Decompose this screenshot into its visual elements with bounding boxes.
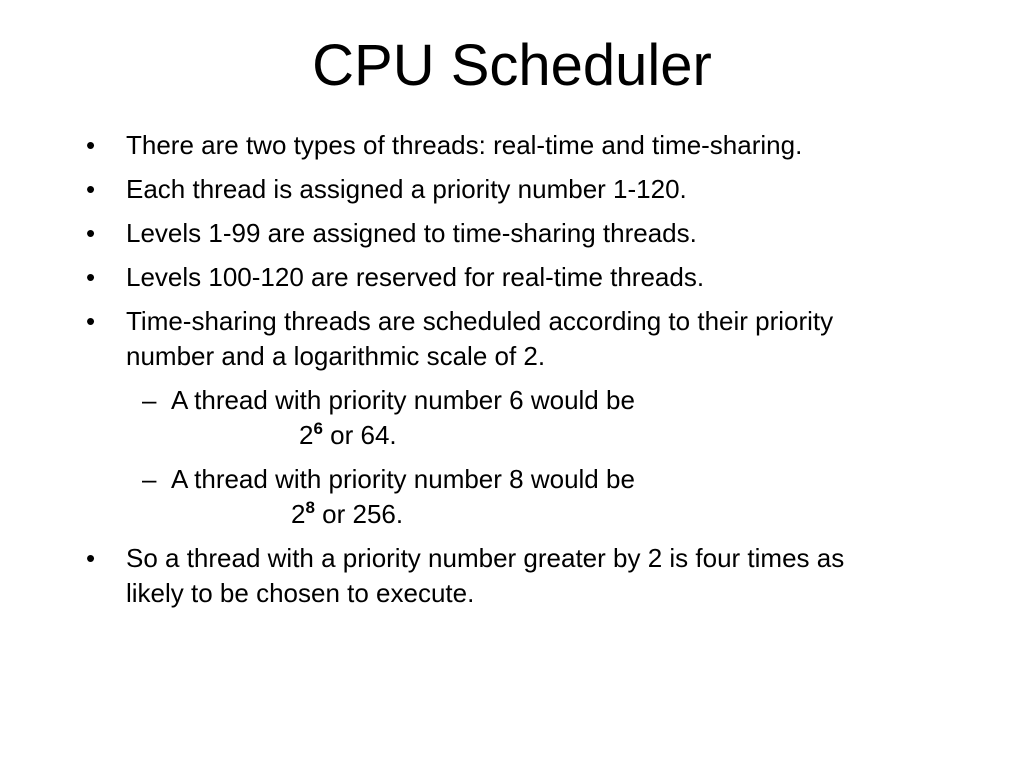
bullet-item bbox=[0, 128, 886, 163]
power-base: 2 bbox=[299, 420, 314, 450]
bullet-text: So a thread with a priority number greater by 2 is four times as likely to be chosen to execute. bbox=[126, 543, 845, 608]
sub-bullet-mark: – bbox=[142, 385, 157, 415]
power-expression bbox=[171, 418, 811, 453]
bullet-item bbox=[0, 216, 886, 251]
sub-bullet-text: A thread with priority number 6 would be bbox=[171, 385, 635, 415]
bullet-mark: • bbox=[86, 306, 96, 336]
bullet-item bbox=[0, 260, 886, 295]
bullet-text: Each thread is assigned a priority number 1-120. bbox=[126, 174, 687, 204]
sub-bullet-item bbox=[0, 383, 811, 453]
bullet-item bbox=[0, 172, 886, 207]
bullet-item bbox=[0, 541, 886, 611]
slide-title: CPU Scheduler bbox=[312, 33, 712, 98]
bullet-mark: • bbox=[86, 543, 96, 573]
power-base: 2 bbox=[291, 499, 306, 529]
power-result: or 256. bbox=[314, 499, 404, 529]
bullet-item bbox=[0, 304, 886, 374]
power-expression bbox=[171, 497, 811, 532]
power-exponent: 8 bbox=[305, 498, 315, 517]
sub-bullet-item bbox=[0, 462, 811, 532]
bullet-text: Levels 100-120 are reserved for real-time threads. bbox=[126, 262, 705, 292]
power-exponent: 6 bbox=[313, 419, 323, 438]
bullet-text: Time-sharing threads are scheduled according to their priority number and a logarithmic scale of 2. bbox=[126, 306, 834, 371]
bullet-text: There are two types of threads: real-time and time-sharing. bbox=[126, 130, 803, 160]
bullet-text: Levels 1-99 are assigned to time-sharing threads. bbox=[126, 218, 697, 248]
bullet-mark: • bbox=[86, 174, 96, 204]
power-result: or 64. bbox=[322, 420, 397, 450]
sub-bullet-text: A thread with priority number 8 would be bbox=[171, 464, 635, 494]
bullet-mark: • bbox=[86, 130, 96, 160]
sub-bullet-mark: – bbox=[142, 464, 157, 494]
bullet-list bbox=[0, 128, 1024, 620]
bullet-mark: • bbox=[86, 262, 96, 292]
bullet-mark: • bbox=[86, 218, 96, 248]
